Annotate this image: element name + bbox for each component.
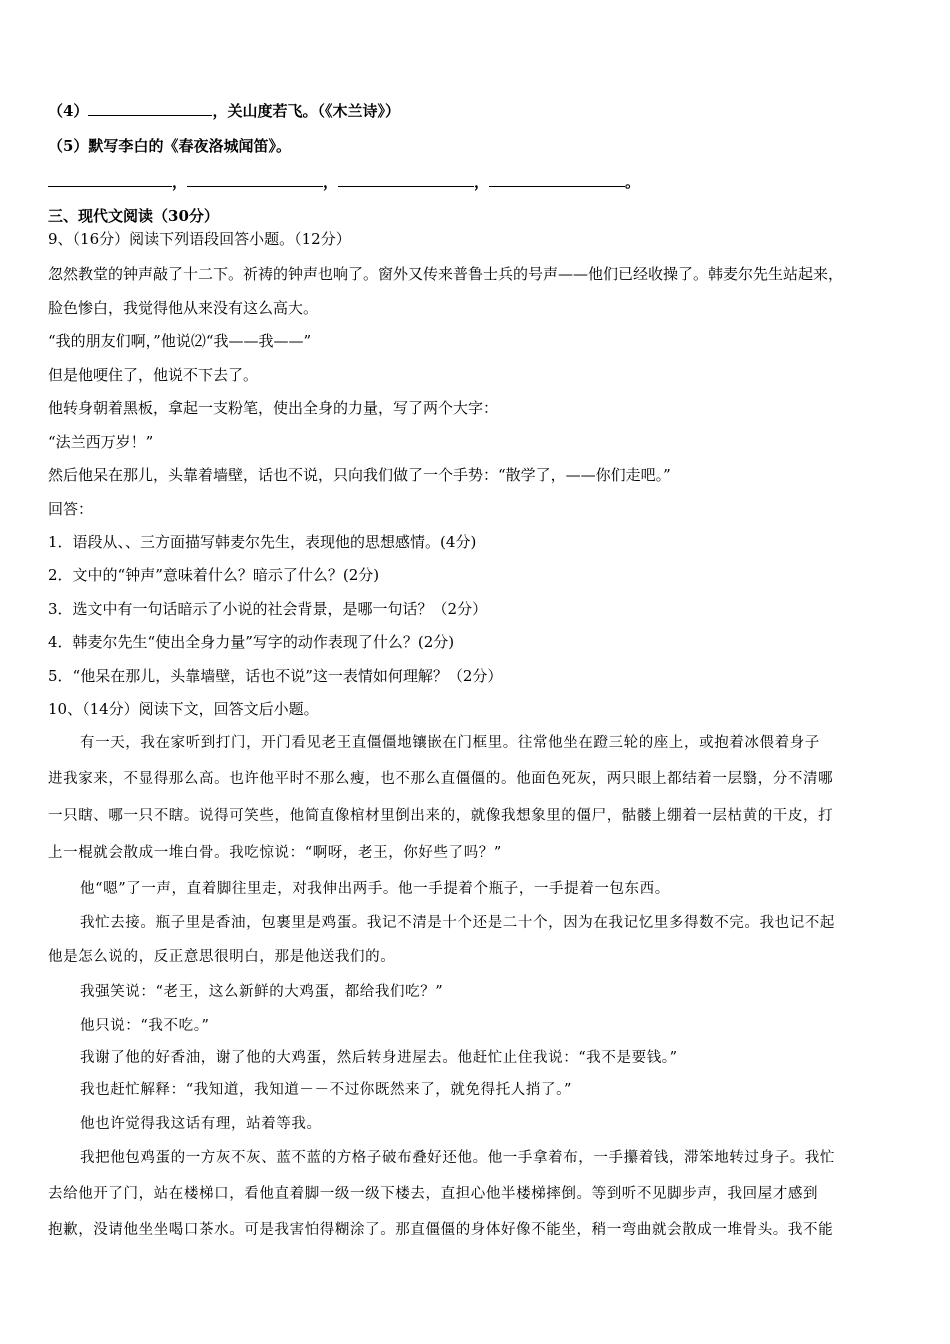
item4-text: ，关山度若飞。（《木兰诗》） bbox=[212, 102, 400, 120]
passage-line: 我把他包鸡蛋的一方灰不灰、蓝不蓝的方格子破布叠好还他。他一手拿着布，一手攥着钱，滞笨地转过身子。我忙 bbox=[80, 1150, 835, 1166]
fill-blank[interactable] bbox=[88, 101, 212, 116]
passage-line: 他是怎么说的，反正意思很明白，那是他送我们的。 bbox=[48, 949, 396, 965]
passage-line: 进我家来，不显得那么高。也许他平时不那么瘦，也不那么直僵僵的。他面色死灰，两只眼上都结着一层翳，分不清哪 bbox=[48, 771, 834, 787]
excerpt-line: “我的朋友们啊，”他说⑵“我——我——” bbox=[48, 332, 312, 350]
question-9-intro: 9、（16分）阅读下列语段回答小题。（12分） bbox=[48, 230, 351, 248]
poem-item-4 bbox=[48, 101, 400, 121]
question-10-intro: 10、（14分）阅读下文，回答文后小题。 bbox=[48, 700, 319, 718]
fill-blank[interactable] bbox=[489, 172, 625, 187]
question-item: 5．“他呆在那儿，头靠墙壁，话也不说”这一表情如何理解？（2分） bbox=[48, 667, 503, 685]
passage-line: 他“嗯”了一声，直着脚往里走，对我伸出两手。他一手提着个瓶子，一手提着一包东西。 bbox=[80, 881, 670, 897]
excerpt-line: “法兰西万岁！” bbox=[48, 433, 154, 451]
excerpt-line: 他转身朝着黑板，拿起一支粉笔，使出全身的力量，写了两个大字： bbox=[48, 399, 499, 417]
question-item: 1．语段从、、三方面描写韩麦尔先生，表现他的思想感情。(4分) bbox=[48, 533, 477, 551]
passage-line: 我谢了他的好香油，谢了他的大鸡蛋，然后转身进屋去。他赶忙止住我说：“我不是要钱。” bbox=[80, 1050, 678, 1066]
fill-blank[interactable] bbox=[338, 172, 474, 187]
passage-line: 去给他开了门，站在楼梯口，看他直着脚一级一级下楼去，直担心他半楼梯摔倒。等到听不见脚步声，我回屋才感到 bbox=[48, 1186, 819, 1202]
passage-line: 他只说：“我不吃。” bbox=[80, 1018, 210, 1034]
passage-line: 有一天，我在家听到打门，开门看见老王直僵僵地镶嵌在门框里。往常他坐在蹬三轮的座上，或抱着冰偎着身子 bbox=[80, 735, 820, 751]
excerpt-line: 忽然教堂的钟声敲了十二下。祈祷的钟声也响了。窗外又传来普鲁士兵的号声——他们已经收操了。韩麦尔先生站起来， bbox=[48, 265, 844, 283]
passage-line: 我强笑说：“老王，这么新鲜的大鸡蛋，都给我们吃？” bbox=[80, 984, 444, 1000]
section-heading: 三、现代文阅读（30分） bbox=[48, 207, 219, 225]
period: 。 bbox=[625, 173, 641, 191]
answer-label: 回答： bbox=[48, 500, 94, 518]
excerpt-line: 脸色惨白，我觉得他从来没有这么高大。 bbox=[48, 299, 319, 317]
excerpt-line: 然后他呆在那儿，头靠着墙壁，话也不说，只向我们做了一个手势：“散学了，——你们走吧。” bbox=[48, 466, 671, 484]
fill-blank[interactable] bbox=[187, 172, 323, 187]
excerpt-line: 但是他哽住了，他说不下去了。 bbox=[48, 366, 259, 384]
poem-item-5: （5）默写李白的《春夜洛城闻笛》。 bbox=[48, 137, 291, 155]
comma: ， bbox=[474, 173, 490, 191]
fill-blank[interactable] bbox=[48, 172, 172, 187]
passage-line: 上一棍就会散成一堆白骨。我吃惊说：“啊呀，老王，你好些了吗？” bbox=[48, 845, 502, 861]
passage-line: 我忙去接。瓶子里是香油，包裹里是鸡蛋。我记不清是十个还是二十个，因为在我记忆里多得数不完。我也记不起 bbox=[80, 915, 835, 931]
poem-blank-row bbox=[48, 172, 640, 192]
comma: ， bbox=[323, 173, 339, 191]
passage-line: 抱歉，没请他坐坐喝口茶水。可是我害怕得糊涂了。那直僵僵的身体好像不能坐，稍一弯曲就会散成一堆骨头。我不能 bbox=[48, 1222, 834, 1238]
passage-line: 一只瞎、哪一只不瞎。说得可笑些，他简直像棺材里倒出来的，就像我想象里的僵尸，骷髅上绷着一层枯黄的干皮，打 bbox=[48, 808, 834, 824]
passage-line: 我也赶忙解释：“我知道，我知道－－不过你既然来了，就免得托人捎了。” bbox=[80, 1082, 572, 1098]
passage-line: 他也许觉得我这话有理，站着等我。 bbox=[80, 1116, 322, 1132]
comma: ， bbox=[172, 173, 188, 191]
question-item: 3．选文中有一句话暗示了小说的社会背景，是哪一句话？（2分） bbox=[48, 600, 488, 618]
question-item: 4．韩麦尔先生“使出全身力量”写字的动作表现了什么？(2分) bbox=[48, 633, 455, 651]
question-item: 2．文中的“钟声”意味着什么？暗示了什么？(2分) bbox=[48, 566, 380, 584]
item4-number: （4） bbox=[48, 102, 89, 120]
